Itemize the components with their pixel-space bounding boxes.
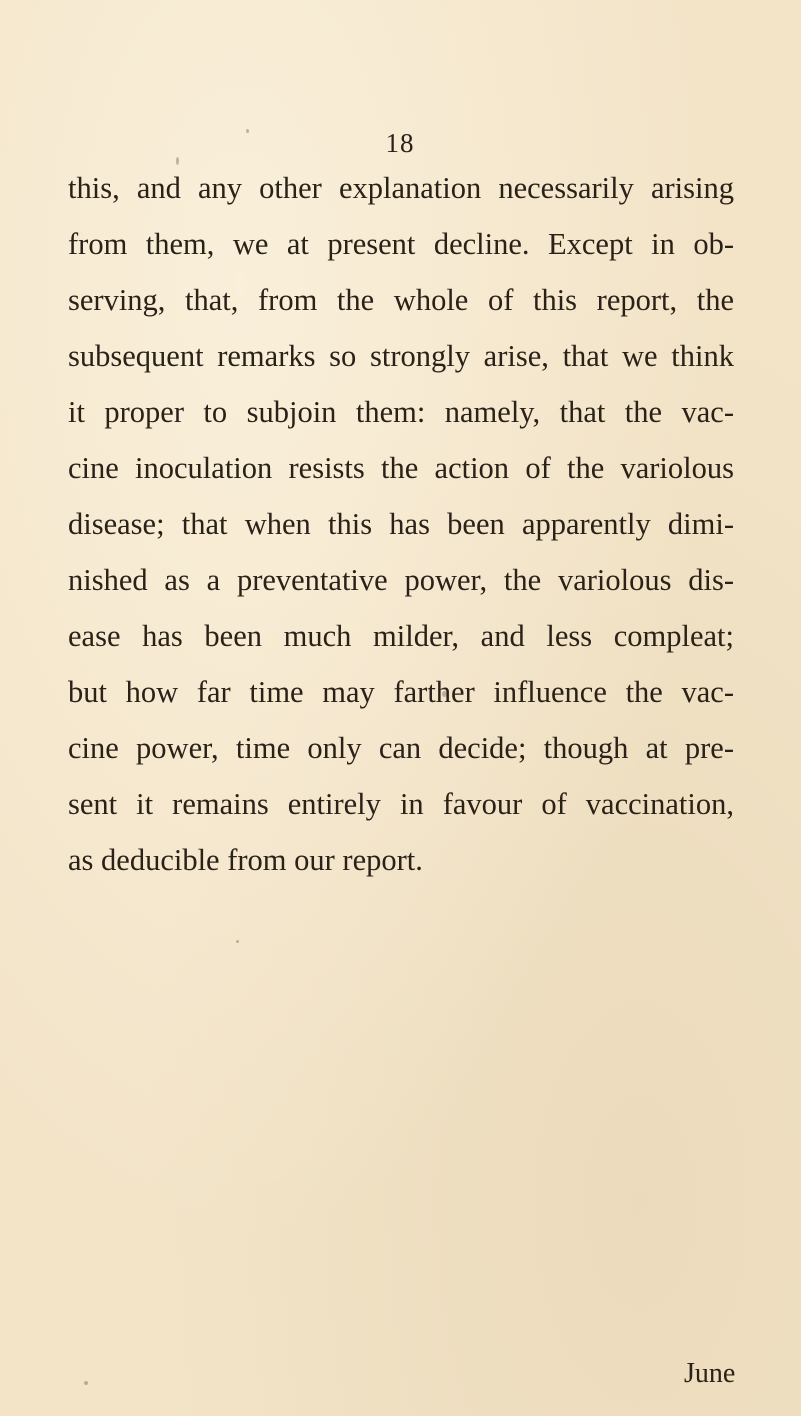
text-line: it proper to subjoin them: namely, that the vac- [68, 395, 734, 429]
paper-speck [442, 691, 447, 697]
text-line: serving, that, from the whole of this report, the [68, 283, 734, 317]
paper-speck [246, 129, 249, 133]
paper-speck [176, 157, 179, 165]
text-line: this, and any other explanation necessarily arising [68, 171, 734, 205]
paper-speck [84, 1381, 88, 1385]
text-line: ease has been much milder, and less compleat; [68, 619, 734, 653]
text-line: but how far time may farther influence the vac- [68, 675, 734, 709]
text-line: nished as a preventative power, the variolous dis- [68, 563, 734, 597]
text-line: disease; that when this has been apparently dimi- [68, 507, 734, 541]
text-line: sent it remains entirely in favour of vaccination, [68, 787, 734, 821]
page-number: 18 [385, 128, 415, 158]
paper-speck [236, 940, 239, 943]
text-line: cine power, time only can decide; though at pre- [68, 731, 734, 765]
text-line: subsequent remarks so strongly arise, that we think [68, 339, 734, 373]
body-text [68, 160, 734, 888]
text-line: from them, we at present decline. Except in ob- [68, 227, 734, 261]
catchword: June [684, 1358, 736, 1389]
text-line: cine inoculation resists the action of the variolous [68, 451, 734, 485]
text-line: as deducible from our report. [68, 843, 423, 877]
